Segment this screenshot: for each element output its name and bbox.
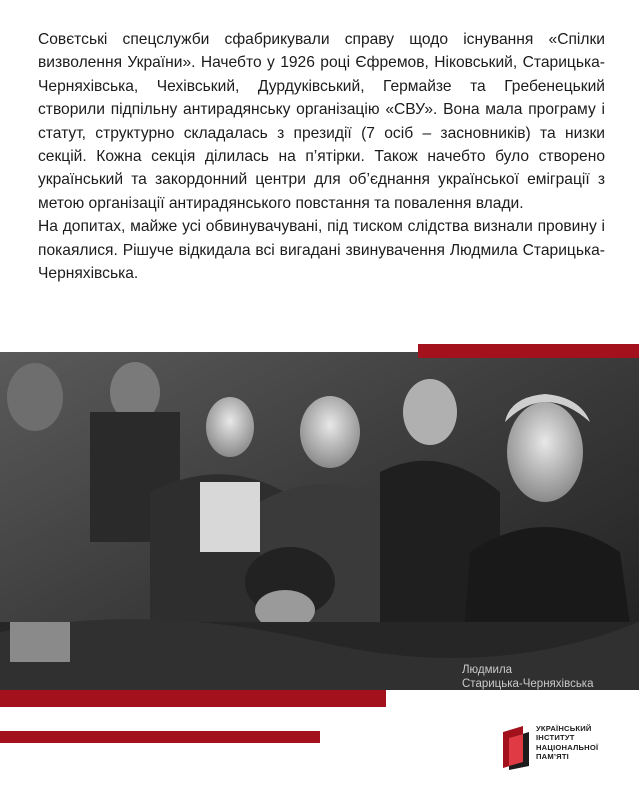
caption-surname: Старицька-Черняхівська [462,678,594,690]
logo-line-4: ПАМ’ЯТІ [536,752,569,762]
accent-bar-bottom-wide [0,690,386,707]
article-paragraph-2: На допитах, майже усі обвинувачувані, під тиском слідства визнали провину і покаялися. Рішуче відкидала всі вигадані звинувачення Людмила Старицька-Черняхівська. [38,218,605,283]
logo-line-3: НАЦІОНАЛЬНОЇ [536,742,599,752]
accent-bar-top [418,344,639,358]
logo-line-2: ІНСТИТУТ [536,733,575,743]
historical-photo [0,352,639,690]
uinp-logo-text [536,724,636,762]
photo-caption [462,663,594,690]
courtroom-photo-illustration [0,352,639,690]
article-text [38,28,605,285]
uinp-logo-icon [503,726,531,770]
uinp-logo [503,724,633,776]
caption-first-name: Людмила [462,664,513,676]
accent-bar-bottom-narrow [0,731,320,743]
article-paragraph-1: Совєтські спецслужби сфабрикували справу щодо існування «Спілки визволення України». Начебто у 1926 році Єфремов, Ніковський, Старицька-Черняхівська, Чехівський, Дурдуківський, Гермайзе та Гребенецький створили підпільну антирадянську організацію «СВУ». Вона мала програму і статут, структурно складалась з президії (7 осіб – засновників) та низки секцій. Кожна секція ділилась на п’ятірки. Також начебто було створено український та закордонний центри для об’єднання української еміграції з метою організації антирадянського повстання та повалення влади. [38,31,605,212]
logo-line-1: УКРАЇНСЬКИЙ [536,724,592,733]
